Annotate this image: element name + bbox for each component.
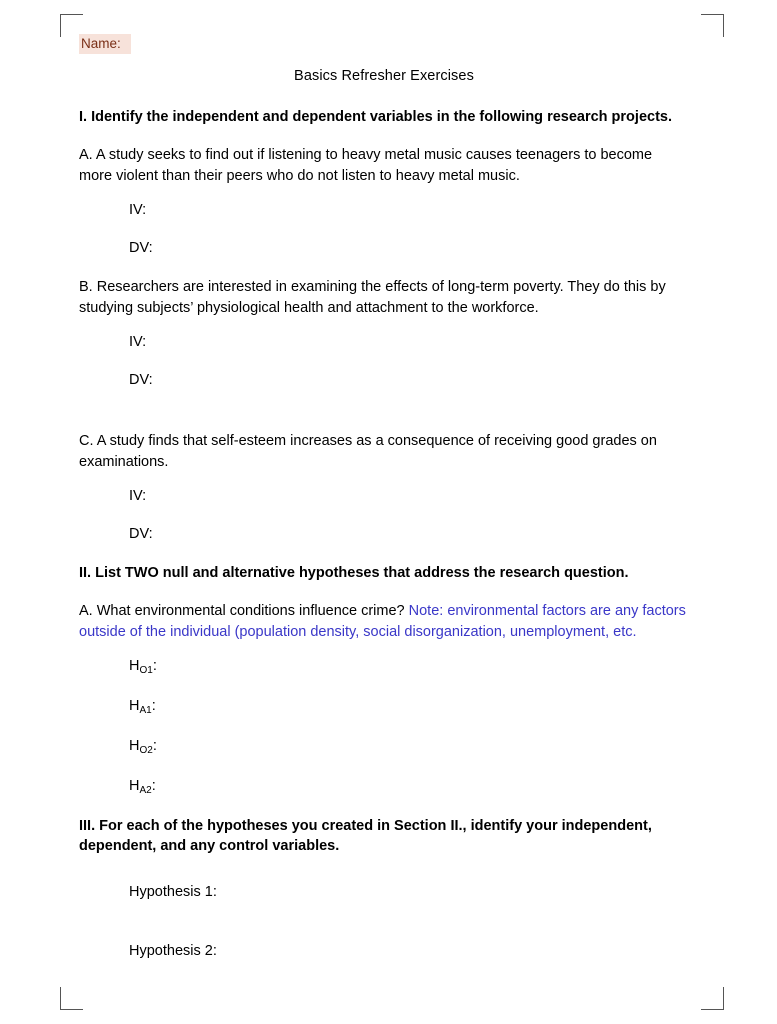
crop-mark-top-right <box>701 14 724 37</box>
section-one-item-c-dv: DV: <box>129 526 153 542</box>
section-one-heading: I. Identify the independent and dependent variables in the following research projects. <box>79 109 672 125</box>
ha2-prefix: H <box>129 778 140 794</box>
hypothesis-null-1-label <box>129 656 689 678</box>
ha2-suffix: : <box>151 778 156 794</box>
h02-subscript: O2 <box>139 745 153 756</box>
section-two-item-a <box>79 601 689 643</box>
section-one-item-a: A. A study seeks to find out if listening to heavy metal music causes teenagers to become more violent than their peers who do not listen to heavy metal music. <box>79 147 653 184</box>
section-one-item-a-dv: DV: <box>129 240 153 256</box>
spacer <box>79 874 689 882</box>
h01-prefix: H <box>129 658 140 674</box>
hypothesis-alt-2-label <box>129 776 689 798</box>
section-two-item-a-question: A. What environmental conditions influence crime? <box>79 603 409 619</box>
section-three-heading: III. For each of the hypotheses you created in Section II., identify your independent, dependent, and any control variables. <box>79 818 652 854</box>
h02-suffix: : <box>152 738 157 754</box>
page-title: Basics Refresher Exercises <box>294 68 474 84</box>
section-one-item-a-iv: IV: <box>129 202 147 218</box>
spacer <box>79 409 689 431</box>
section-one-item-b-iv: IV: <box>129 334 147 350</box>
section-three-hypothesis-2: Hypothesis 2: <box>129 943 217 959</box>
h01-suffix: : <box>152 658 157 674</box>
crop-mark-bottom-right <box>701 987 724 1010</box>
name-field[interactable]: Name: <box>79 34 131 54</box>
h02-prefix: H <box>129 738 140 754</box>
hypothesis-null-2-label <box>129 736 689 758</box>
ha1-subscript: A1 <box>139 705 152 716</box>
document-content <box>79 34 689 980</box>
section-one-item-c: C. A study finds that self-esteem increases as a consequence of receiving good grades on examinations. <box>79 433 657 470</box>
spacer <box>79 921 689 941</box>
ha1-suffix: : <box>151 698 156 714</box>
crop-mark-bottom-left <box>60 987 83 1010</box>
ha2-subscript: A2 <box>139 785 152 796</box>
section-three-hypothesis-1: Hypothesis 1: <box>129 884 217 900</box>
section-one-item-c-iv: IV: <box>129 488 147 504</box>
section-two-heading: II. List TWO null and alternative hypotheses that address the research question. <box>79 565 629 581</box>
section-two-item-a-note: Note: environmental factors are any factors outside of the individual (population density, social disorganization, unemployment, etc. <box>79 603 686 640</box>
h01-subscript: O1 <box>139 665 153 676</box>
section-one-item-b-dv: DV: <box>129 372 153 388</box>
ha1-prefix: H <box>129 698 140 714</box>
hypothesis-alt-1-label <box>129 696 689 718</box>
section-one-item-b: B. Researchers are interested in examining the effects of long-term poverty. They do this by studying subjects’ physiological health and attachment to the workforce. <box>79 279 666 316</box>
